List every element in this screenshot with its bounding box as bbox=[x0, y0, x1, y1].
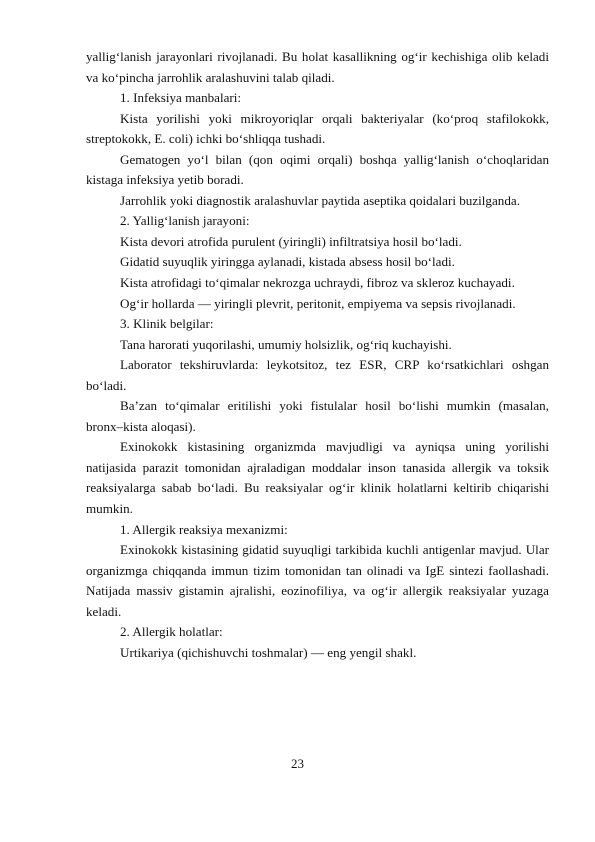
heading-allergic-mechanism: 1. Allergik reaksiya mexanizmi: bbox=[120, 521, 288, 537]
paragraph: Kista yorilishi yoki mikroyoriqlar orqali bakteriyalar (ko‘proq stafilokokk, streptokokk, E. coli) ichki bo‘shliqqa tushadi. bbox=[86, 110, 549, 147]
paragraph: Kista devori atrofida purulent (yiringli) infiltratsiya hosil bo‘ladi. bbox=[120, 233, 462, 249]
paragraph: Og‘ir hollarda — yiringli plevrit, peritonit, empiyema va sepsis rivojlanadi. bbox=[120, 295, 516, 311]
paragraph: Kista atrofidagi to‘qimalar nekrozga uchraydi, fibroz va skleroz kuchayadi. bbox=[120, 275, 515, 291]
paragraph: Ba’zan to‘qimalar eritilishi yoki fistulalar hosil bo‘lishi mumkin (masalan, bronx–kista aloqasi). bbox=[86, 398, 549, 434]
paragraph: Gematogen yo‘l bilan (qon oqimi orqali) boshqa yallig‘lanish o‘choqlaridan kistaga infeksiya yetib boradi. bbox=[86, 151, 549, 188]
heading-allergic-conditions: 2. Allergik holatlar: bbox=[120, 624, 223, 640]
heading-inflammation-process: 2. Yallig‘lanish jarayoni: bbox=[120, 213, 250, 229]
paragraph: Tana harorati yuqorilashi, umumiy holsizlik, og‘riq kuchayishi. bbox=[120, 336, 452, 352]
page-number: 23 bbox=[291, 756, 304, 771]
heading-clinical-signs: 3. Klinik belgilar: bbox=[120, 316, 214, 332]
paragraph: Gidatid suyuqlik yiringga aylanadi, kistada absess hosil bo‘ladi. bbox=[120, 254, 455, 270]
heading-infection-sources: 1. Infeksiya manbalari: bbox=[120, 90, 242, 106]
paragraph: Jarrohlik yoki diagnostik aralashuvlar paytida aseptika qoidalari buzilganda. bbox=[120, 192, 520, 208]
paragraph: Urtikariya (qichishuvchi toshmalar) — eng yengil shakl. bbox=[120, 644, 417, 660]
paragraph: Laborator tekshiruvlarda: leykotsitoz, tez ESR, CRP ko‘rsatkichlari oshgan bo‘ladi. bbox=[86, 357, 549, 393]
paragraph: Exinokokk kistasining organizmda mavjudligi va ayniqsa uning yorilishi natijasida parazit tomonidan ajraladigan moddalar inson tanasida allergik va toksik reaksiyalarga sabab bo‘ladi. Bu reaksiyalar og‘ir klinik holatlarni keltirib chiqarishi mumkin. bbox=[86, 439, 549, 517]
paragraph-continuation: yallig‘lanish jarayonlari rivojlanadi. Bu holat kasallikning og‘ir kechishiga olib keladi va ko‘pincha jarrohlik aralashuvini talab qiladi. bbox=[86, 49, 549, 85]
body-text bbox=[86, 47, 549, 663]
paragraph: Exinokokk kistasining gidatid suyuqligi tarkibida kuchli antigenlar mavjud. Ular organizmga chiqqanda immun tizim tomonidan tan olinadi va IgE sintezi faollashadi. Natijada massiv gistamin ajralishi, eozinofiliya, va og‘ir allergik reaksiyalar yuzaga keladi. bbox=[86, 542, 549, 619]
